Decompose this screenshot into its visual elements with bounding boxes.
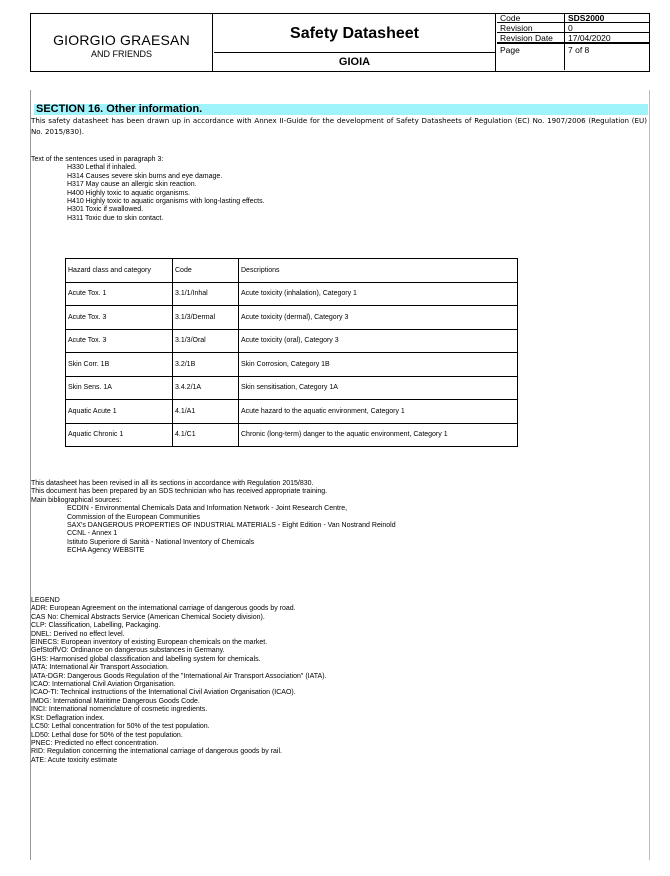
legend-item: ICAO: International Civil Aviation Organisation. <box>31 681 176 689</box>
meta-key: Code <box>497 14 565 22</box>
table-cell: Acute toxicity (inhalation), Category 1 <box>239 282 518 306</box>
legend-item: DNEL: Derived no effect level. <box>31 630 125 638</box>
meta-value: 7 of 8 <box>568 45 590 55</box>
table-cell: 3.4.2/1A <box>173 376 239 400</box>
sentence-item: H317 May cause an allergic skin reaction. <box>67 181 197 189</box>
legend-item: KSt: Deflagration index. <box>31 714 105 722</box>
table-cell: Skin Corrosion, Category 1B <box>239 353 518 377</box>
section-intro: This safety datasheet has been drawn up in accordance with Annex II-Guide for the development of Safety Datasheets of Regulation (EC) No. 1907/2006 (Regulation (EU) No. 2015/830). <box>31 116 647 136</box>
meta-value: SDS2000 <box>568 13 605 23</box>
table-cell: Aquatic Acute 1 <box>66 400 173 424</box>
document-title: Safety Datasheet <box>214 14 495 53</box>
source-line: CCNL - Annex 1 <box>67 530 118 538</box>
note-line: This document has been prepared by an SDS technician who has received appropriate training. <box>31 488 328 496</box>
company-name: GIORGIO GRAESAN <box>53 32 190 48</box>
sentence-item: H314 Causes severe skin burns and eye damage. <box>67 172 223 180</box>
table-cell: Acute Tox. 1 <box>66 282 173 306</box>
table-row <box>66 306 518 330</box>
legend-item: IATA: International Air Transport Association. <box>31 664 169 672</box>
source-line: ECDIN - Environmental Chemicals Data and Information Network - Joint Research Centre, <box>67 505 348 513</box>
sentence-item: H301 Toxic if swallowed. <box>67 206 144 214</box>
legend-item: LD50: Lethal dose for 50% of the test population. <box>31 731 183 739</box>
table-cell: Chronic (long-term) danger to the aquatic environment, Category 1 <box>239 423 518 447</box>
source-line: Istituto Superiore di Sanità - National Inventory of Chemicals <box>67 538 255 546</box>
table-header-cell: Descriptions <box>239 259 518 283</box>
legend-item: IMDG: International Maritime Dangerous Goods Code. <box>31 697 200 705</box>
table-row <box>66 423 518 447</box>
table-cell: Acute hazard to the aquatic environment, Category 1 <box>239 400 518 424</box>
table-cell: Aquatic Chronic 1 <box>66 423 173 447</box>
note-line: Main bibliographical sources: <box>31 496 122 504</box>
meta-value: 17/04/2020 <box>568 33 611 43</box>
table-row <box>66 376 518 400</box>
table-cell: Skin Corr. 1B <box>66 353 173 377</box>
sentence-item: H311 Toxic due to skin contact. <box>67 214 164 222</box>
source-line: Commission of the European Communities <box>67 513 201 521</box>
source-line: SAX's DANGEROUS PROPERTIES OF INDUSTRIAL MATERIALS - Eight Edition - Van Nostrand Reinold <box>67 522 396 530</box>
table-header-row <box>66 259 518 283</box>
legend-item: ICAO-TI: Technical instructions of the International Civil Aviation Organisation (ICAO). <box>31 689 296 697</box>
legend-item: ATE: Acute toxicity estimate <box>31 756 118 764</box>
source-line: ECHA Agency WEBSITE <box>67 547 145 555</box>
table-cell: 3.2/1B <box>173 353 239 377</box>
legend-item: LC50: Lethal concentration for 50% of the test population. <box>31 723 210 731</box>
table-cell: 3.1/3/Dermal <box>173 306 239 330</box>
section-title: SECTION 16. Other information. <box>34 104 648 115</box>
sentences-heading: Text of the sentences used in paragraph 3: <box>31 156 164 163</box>
legend-item: PNEC: Predicted no effect concentration. <box>31 739 159 747</box>
company-block <box>31 14 213 71</box>
table-cell: Skin sensitisation, Category 1A <box>239 376 518 400</box>
meta-row-revision-date <box>497 33 650 43</box>
table-header-cell: Code <box>173 259 239 283</box>
meta-key: Revision Date <box>497 33 565 42</box>
meta-value: 0 <box>568 23 573 33</box>
company-subtitle: AND FRIENDS <box>90 49 152 59</box>
sentences-block <box>31 156 265 223</box>
legend-item: RID: Regulation concerning the international carriage of dangerous goods by rail. <box>31 748 282 756</box>
sentence-item: H400 Highly toxic to aquatic organisms. <box>67 189 190 197</box>
legend-item: ADR: European Agreement on the international carriage of dangerous goods by road. <box>31 605 296 613</box>
sentence-item: H330 Lethal if inhaled. <box>67 164 137 172</box>
table-row <box>66 282 518 306</box>
sentence-item: H410 Highly toxic to aquatic organisms with long-lasting effects. <box>67 198 265 206</box>
table-cell: Acute Tox. 3 <box>66 329 173 353</box>
table-cell: Skin Sens. 1A <box>66 376 173 400</box>
meta-key: Page <box>497 44 565 70</box>
table-header-cell: Hazard class and category <box>66 259 173 283</box>
legend-item: INCI: International nomenclature of cosmetic ingredients. <box>31 706 208 714</box>
table-cell: 4.1/C1 <box>173 423 239 447</box>
table-cell: Acute toxicity (dermal), Category 3 <box>239 306 518 330</box>
legend-item: GHS: Harmonised global classification and labelling system for chemicals. <box>31 655 261 663</box>
legend-item: IATA-DGR: Dangerous Goods Regulation of the "International Air Transport Association" (IATA). <box>31 672 327 680</box>
legend-item: GefStoffVO: Ordinance on dangerous substances in Germany. <box>31 647 225 655</box>
table-cell: Acute Tox. 3 <box>66 306 173 330</box>
table-cell: 4.1/A1 <box>173 400 239 424</box>
note-line: This datasheet has been revised in all its sections in accordance with Regulation 2015/830. <box>31 480 314 487</box>
table-cell: Acute toxicity (oral), Category 3 <box>239 329 518 353</box>
meta-row-code <box>497 14 650 23</box>
table-row <box>66 329 518 353</box>
meta-block <box>497 14 650 71</box>
frame-right-line <box>649 90 650 860</box>
legend-item: CAS No: Chemical Abstracts Service (American Chemical Society division). <box>31 613 265 621</box>
table-cell: 3.1/1/Inhal <box>173 282 239 306</box>
legend-block <box>31 597 326 765</box>
legend-item: EINECS: European inventory of existing European chemicals on the market. <box>31 639 268 647</box>
table-cell: 3.1/3/Oral <box>173 329 239 353</box>
table-row <box>66 400 518 424</box>
hazard-table <box>65 258 518 447</box>
document-header <box>30 13 650 72</box>
table-row <box>66 353 518 377</box>
legend-item: CLP: Classification, Labelling, Packaging. <box>31 622 161 630</box>
title-block <box>214 14 496 71</box>
product-name: GIOIA <box>338 56 371 68</box>
meta-row-page <box>497 43 650 70</box>
legend-title: LEGEND <box>31 597 60 604</box>
meta-row-revision <box>497 23 650 33</box>
meta-key: Revision <box>497 23 565 32</box>
notes-block <box>31 480 396 556</box>
